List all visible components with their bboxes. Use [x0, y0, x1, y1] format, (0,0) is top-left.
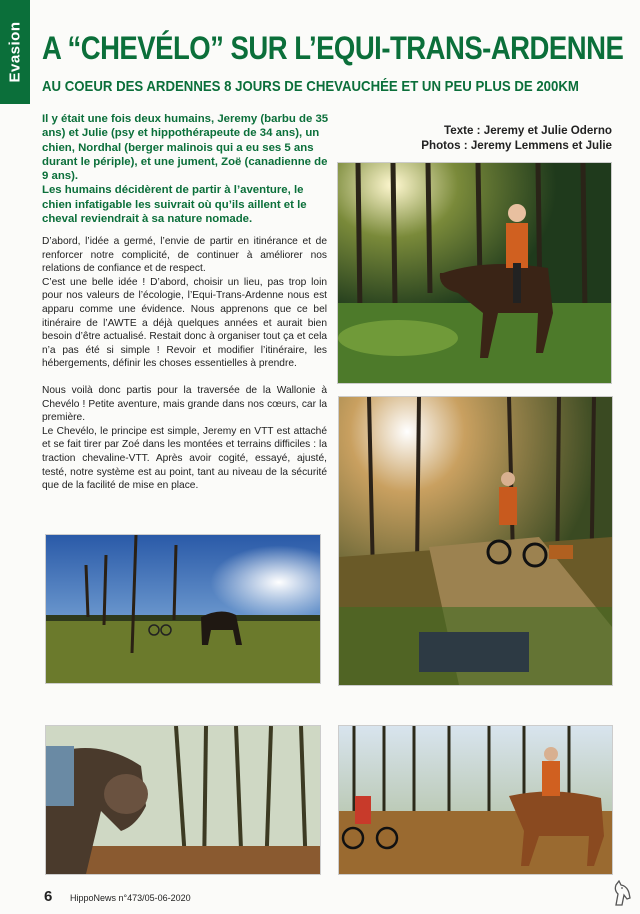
photo-horse-closeup: [45, 725, 321, 875]
body-paragraph-1: D’abord, l’idée a germé, l’envie de partir en itinérance et de renforcer notre complicité, de continuer à améliorer nos relations de confiance et de respect.: [42, 236, 327, 275]
body-paragraph-4: Le Chevélo, le principe est simple, Jeremy en VTT est attaché et se fait tirer par Zoé dans les montées et terrains difficiles : la traction chevaline-VTT. Après avoir cogité, essayé, ajusté, testé, notre système est au point, tant au niveau de la sécurité que de la facilité de mise en place.: [42, 425, 327, 492]
section-label: Evasion: [6, 21, 24, 83]
photo-rider-forest: [337, 162, 612, 384]
section-tab: [0, 0, 30, 104]
body-paragraph-3: Nous voilà donc partis pour la traversée de la Wallonie à Chevélo ! Petite aventure, mais grande dans nos cœurs, car la première.: [42, 384, 327, 424]
photo-horse-field: [45, 534, 321, 684]
credits: [421, 123, 612, 153]
intro-text-1: Il y était une fois deux humains, Jeremy (barbu de 35 ans) et Julie (psy et hippothérapeute de 34 ans), un chien, Nordhal (berger malinois qui a eu ses 5 ans durant le périple), et une jument, Zoë (canadienne de 9 ans).: [42, 113, 329, 183]
horse-head-icon: [610, 880, 632, 906]
page-number: 6: [44, 888, 53, 905]
publication-reference: HippoNews n°473/05-06-2020: [70, 893, 191, 903]
photo-cyclist-path: [338, 396, 613, 686]
photo-rider-cyclist: [338, 725, 613, 875]
article-subtitle: AU COEUR DES ARDENNES 8 JOURS DE CHEVAUCHÉE ET UN PEU PLUS DE 200KM: [42, 78, 579, 95]
photo-credit: Photos : Jeremy Lemmens et Julie: [421, 139, 612, 152]
article-title: A “CHEVÉLO” SUR L’EQUI-TRANS-ARDENNE: [42, 30, 624, 66]
intro-paragraph: [42, 112, 332, 226]
intro-text-2: Les humains décidèrent de partir à l’aventure, le chien infatigable les suivrait où qu’ils aillent et le cheval reviendrait à sa nature nomade.: [42, 184, 307, 226]
text-credit: Texte : Jeremy et Julie Oderno: [444, 124, 612, 137]
body-paragraph-2: C’est une belle idée ! D’abord, choisir un lieu, pas trop loin pour nos valeurs de l’écologie, l’Equi-Trans-Ardenne nous est apparu comme une évidence. Nous apprenons que ce bel itinéraire de l’AWTE a déjà quelques années et aurait bien besoin d’être actualisé. Restait donc à organiser tout ça et cela n’a pas été si simple ! Revoir et modifier l’itinéraire, les hébergements, définir les choses essentielles à prendre.: [42, 276, 327, 370]
article-body: [42, 235, 327, 506]
